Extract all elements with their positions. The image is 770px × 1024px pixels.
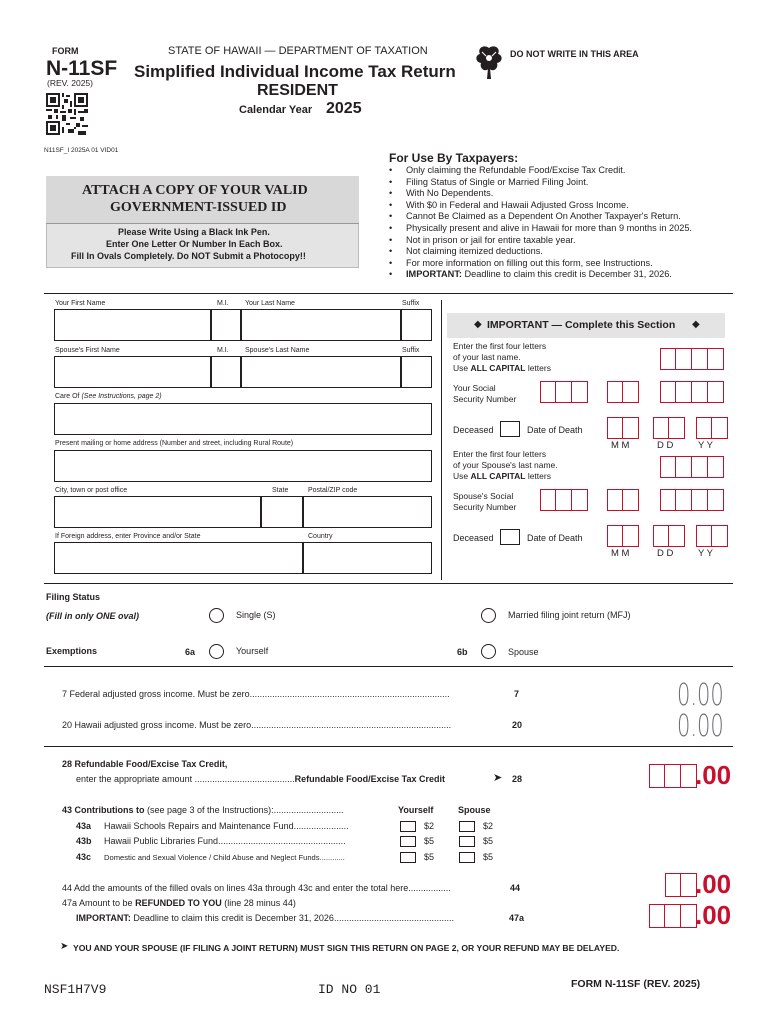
deceased-checkbox[interactable] [500,421,520,437]
last4-instr-line3 [453,364,551,373]
line-44-number: 44 [510,883,521,893]
spouse-last-name-field[interactable] [241,356,401,388]
form-label: FORM [52,46,79,56]
line-20-dots: ................................................................................ [251,721,452,730]
line-43a-spouse-check[interactable] [459,821,475,832]
line-43a-text [104,822,349,831]
spouse-ssn-boxes-part3[interactable] [660,489,724,511]
filing-mfj-label: Married filing joint return (MFJ) [508,610,631,620]
taxpayers-criteria-list [389,165,692,281]
line-47a-number: 47a [509,913,525,923]
calendar-year-label: Calendar Year [239,104,313,116]
spouse-first-name-field[interactable] [54,356,211,388]
spouse-ssn-boxes-part1[interactable] [540,489,588,511]
exemption-spouse-label: Spouse [508,647,539,657]
scan-code-middle: ID NO 01 [318,982,381,997]
line-43a-yourself-amount: $2 [424,821,435,831]
state-label: State [272,487,289,494]
ssn-boxes-part3[interactable] [660,381,724,403]
attach-instr-line2: Enter One Letter Or Number In Each Box. [106,239,283,249]
sp-last4-instr-line3 [453,472,551,481]
arrow-right-icon: ➤ [493,772,503,784]
line-43b-spouse-check[interactable] [459,836,475,847]
form-title: Simplified Individual Income Tax Return [134,62,456,81]
exemption-yourself-label: Yourself [236,646,269,656]
credit-section-separator [44,746,733,747]
criteria-item: • With $0 in Federal and Hawaii Adjusted Gross Income. [389,200,692,212]
line-20-desc: 20 Hawaii adjusted gross income. Must be zero [62,720,252,730]
calendar-year: 2025 [326,100,362,117]
spouse-mi-field[interactable] [211,356,241,388]
sp-dd-label: D D [657,548,674,559]
line-43c-yourself-check[interactable] [400,852,416,863]
line-6a-label: 6a [185,647,196,657]
spouse-column-head: Spouse [458,805,491,815]
line-47a-post: (line 28 minus 44) [224,898,296,908]
form-revision: (REV. 2025) [47,78,93,88]
care-of-label [55,393,162,400]
do-not-write-area: DO NOT WRITE IN THIS AREA [510,49,639,59]
city-label: City, town or post office [55,487,128,494]
ssn-label-line1: Your Social [453,383,496,393]
spouse-death-day-boxes[interactable] [653,525,685,547]
zip-label: Postal/ZIP code [308,487,358,494]
form-number: N-11SF [46,57,118,80]
filing-single-oval[interactable] [209,608,224,623]
scan-code-left: NSF1H7V9 [44,982,107,997]
spouse-suffix-label: Suffix [402,347,420,354]
criteria-item: • Cannot Be Claimed as a Dependent On Another Taxpayer's Return. [389,211,692,223]
attach-instr-line1: Please Write Using a Black Ink Pen. [118,227,270,237]
spouse-suffix-field[interactable] [401,356,432,388]
criteria-item: • With No Dependents. [389,188,692,200]
country-label: Country [308,533,333,540]
line-28-credit-bold: Refundable Food/Excise Tax Credit [294,774,445,784]
sign-arrow-icon: ➤ [60,941,69,952]
line-28-title: 28 Refundable Food/Excise Tax Credit, [62,759,228,769]
line-28-dots: ........................................ [194,774,295,784]
last-name-label: Your Last Name [245,300,295,307]
line-28-enter: enter the appropriate amount [76,774,193,784]
spouse-first-name-label: Spouse's First Name [55,347,120,354]
city-field[interactable] [54,496,261,528]
line-47a-important [76,914,454,923]
attach-title-line2: GOVERNMENT-ISSUED ID [110,200,287,215]
filing-mfj-oval[interactable] [481,608,496,623]
dd-label: D D [657,440,674,451]
diamond-right-icon: ◆ [692,319,700,330]
line-44-amount-boxes[interactable] [665,873,697,897]
death-day-boxes[interactable] [653,417,685,439]
filing-single-label: Single (S) [236,610,276,620]
last4-letters: letters [527,363,551,373]
criteria-important [389,269,692,281]
sp-yy-label: Y Y [698,548,713,559]
yy-label: Y Y [698,440,713,451]
ssn-boxes-part1[interactable] [540,381,588,403]
date-of-death-label: Date of Death [527,425,583,435]
line-43c-desc: Domestic and Sexual Violence / Child Abuse and Neglect Funds [104,853,320,862]
line-20-text [62,721,476,730]
line-47a-text [62,899,296,908]
line-28-number: 28 [512,774,523,784]
last4-use: Use [453,363,469,373]
criteria-item: • Not claiming itemized deductions. [389,246,692,258]
line-47a-imp-text: Deadline to claim this credit is December 31, 2026 [133,913,334,923]
last4-caps: ALL CAPITAL [470,363,526,373]
sp-date-of-death-label: Date of Death [527,533,583,543]
attach-instr-line3: Fill In Ovals Completely. Do NOT Submit a Photocopy!! [71,251,306,261]
criteria-item: • Only claiming the Refundable Food/Excise Tax Credit. [389,165,692,177]
spouse-death-month-boxes[interactable] [607,525,639,547]
form-id-code: N11SF_I 2025A 01 VID01 [44,147,119,154]
spouse-death-year-boxes[interactable] [696,525,728,547]
last-name-letters-boxes[interactable] [660,348,724,370]
first-name-label: Your First Name [55,300,106,307]
sp-last4-caps: ALL CAPITAL [470,471,526,481]
line-43-see: (see page 3 of the Instructions): [147,805,274,815]
exemption-spouse-oval[interactable] [481,644,496,659]
care-of-text: Care Of [55,393,80,400]
spouse-last-name-letters-boxes[interactable] [660,456,724,478]
line-43c-spouse-amount: $5 [483,852,494,862]
state-field[interactable] [261,496,303,528]
line-43-contrib: 43 Contributions to [62,805,145,815]
line-43c-dots: ............ [319,853,345,862]
line-47a-dots: ................................................ [333,913,454,923]
line-20-amount: 0.00 [677,709,724,744]
address-label: Present mailing or home address (Number and street, including Rural Route) [55,440,294,447]
line-7-amount: 0.00 [677,678,724,713]
spouse-mi-label: M.I. [217,347,229,354]
line-28-amount-boxes[interactable] [649,764,697,788]
form-footer-label: FORM N-11SF (REV. 2025) [571,978,701,990]
criteria-item: • Physically present and alive in Hawaii for more than 9 months in 2025. [389,223,692,235]
foreign-province-label: If Foreign address, enter Province and/or State [55,533,201,540]
criteria-item: • Not in prison or jail for entire taxable year. [389,235,692,247]
sp-last4-use: Use [453,471,469,481]
mi-label: M.I. [217,300,229,307]
sp-ssn-label-line1: Spouse's Social [453,491,514,501]
line-43b-number: 43b [76,836,92,846]
line-43b-yourself-amount: $5 [424,836,435,846]
sp-last4-instr-line2: of your Spouse's last name. [453,460,558,470]
sp-last4-instr-line1: Enter the first four letters [453,449,547,459]
attach-title-line1: ATTACH A COPY OF YOUR VALID [82,183,308,198]
spouse-ssn-boxes-part2[interactable] [607,489,639,511]
line-7-dots: ................................................................................ [249,690,450,699]
line-47a-cents: .00 [695,900,732,930]
sp-ssn-label-line2: Security Number [453,502,517,512]
line-28-cents: .00 [695,760,732,790]
line-7-desc: 7 Federal adjusted gross income. Must be zero [62,689,250,699]
line-44-cents: .00 [695,869,732,899]
care-of-note: (See Instructions, page 2) [81,393,162,400]
hibiscus-logo-icon [474,44,504,80]
criteria-item: • For more information on filling out this form, see Instructions. [389,258,692,270]
line-47a-pre: 47a Amount to be [62,898,133,908]
line-43a-spouse-amount: $2 [483,821,494,831]
form-subtitle: RESIDENT [257,82,338,99]
sign-return-notice: YOU AND YOUR SPOUSE (IF FILING A JOINT RETURN) MUST SIGN THIS RETURN ON PAGE 2, OR YOUR REFUND MAY BE DELAYED. [73,943,620,953]
care-of-field[interactable] [54,403,432,435]
line-43c-number: 43c [76,852,92,862]
exemptions-heading: Exemptions [46,646,98,656]
line-44-dots: ................. [408,883,451,893]
mi-field[interactable] [211,309,241,341]
line-43a-desc: Hawaii Schools Repairs and Maintenance Fund [104,821,294,831]
line-43c-text [104,854,345,862]
first-name-field[interactable] [54,309,211,341]
last4-instr-line1: Enter the first four letters [453,341,547,351]
department-line: STATE OF HAWAII — DEPARTMENT OF TAXATION [168,45,428,57]
qr-code [46,93,88,135]
line-43b-text [104,837,346,846]
important-section-divider [441,300,442,580]
death-year-boxes[interactable] [696,417,728,439]
line-43b-dots: ................................................... [218,836,346,846]
line-43c-spouse-check[interactable] [459,852,475,863]
line-20-number: 20 [512,720,523,730]
taxpayers-heading: For Use By Taxpayers: [389,151,519,165]
line-44-desc: 44 Add the amounts of the filled ovals on lines 43a through 43c and enter the total here [62,883,409,893]
filing-status-heading: Filing Status [46,592,100,602]
line-47a-imp-label: IMPORTANT: [76,913,131,923]
spouse-last-name-label: Spouse's Last Name [245,347,310,354]
important-section-title: IMPORTANT — Complete this Section [487,319,676,331]
line-43-dots: ............................ [273,805,344,815]
spouse-deceased-checkbox[interactable] [500,529,520,545]
important-label: IMPORTANT: [406,269,462,280]
line-43a-number: 43a [76,821,92,831]
mm-label: M M [611,440,630,451]
suffix-label: Suffix [402,300,420,307]
diamond-left-icon: ◆ [474,319,482,330]
important-text: Deadline to claim this credit is December 31, 2026. [464,269,672,280]
line-47a-amount-boxes[interactable] [649,904,697,928]
taxpayer-info-separator [44,293,733,294]
line-7-number: 7 [514,689,520,699]
line-43b-spouse-amount: $5 [483,836,494,846]
line-43c-yourself-amount: $5 [424,852,435,862]
country-field[interactable] [303,542,432,574]
sp-deceased-label: Deceased [453,533,494,543]
filing-status-separator [44,583,733,584]
foreign-province-field[interactable] [54,542,303,574]
suffix-field[interactable] [401,309,432,341]
line-43a-dots: ...................... [293,821,349,831]
sp-mm-label: M M [611,548,630,559]
sp-last4-letters: letters [527,471,551,481]
criteria-item: • Filing Status of Single or Married Filing Joint. [389,177,692,189]
yourself-column-head: Yourself [398,805,434,815]
ssn-label-line2: Security Number [453,394,517,404]
line-43b-desc: Hawaii Public Libraries Fund [104,836,219,846]
zip-field[interactable] [303,496,432,528]
death-month-boxes[interactable] [607,417,639,439]
line-44-text [62,884,451,893]
exemption-yourself-oval[interactable] [209,644,224,659]
line-43-title [62,806,344,815]
line-43a-yourself-check[interactable] [400,821,416,832]
line-28-line2 [76,775,445,784]
line-47a-bold: REFUNDED TO YOU [135,898,222,908]
income-section-separator [44,666,733,667]
deceased-label: Deceased [453,425,494,435]
ssn-boxes-part2[interactable] [607,381,639,403]
address-field[interactable] [54,450,432,482]
line-43b-yourself-check[interactable] [400,836,416,847]
last4-instr-line2: of your last name. [453,352,521,362]
last-name-field[interactable] [241,309,401,341]
line-6b-label: 6b [457,647,468,657]
filing-status-note: (Fill in only ONE oval) [46,611,140,621]
line-7-text [62,690,476,699]
